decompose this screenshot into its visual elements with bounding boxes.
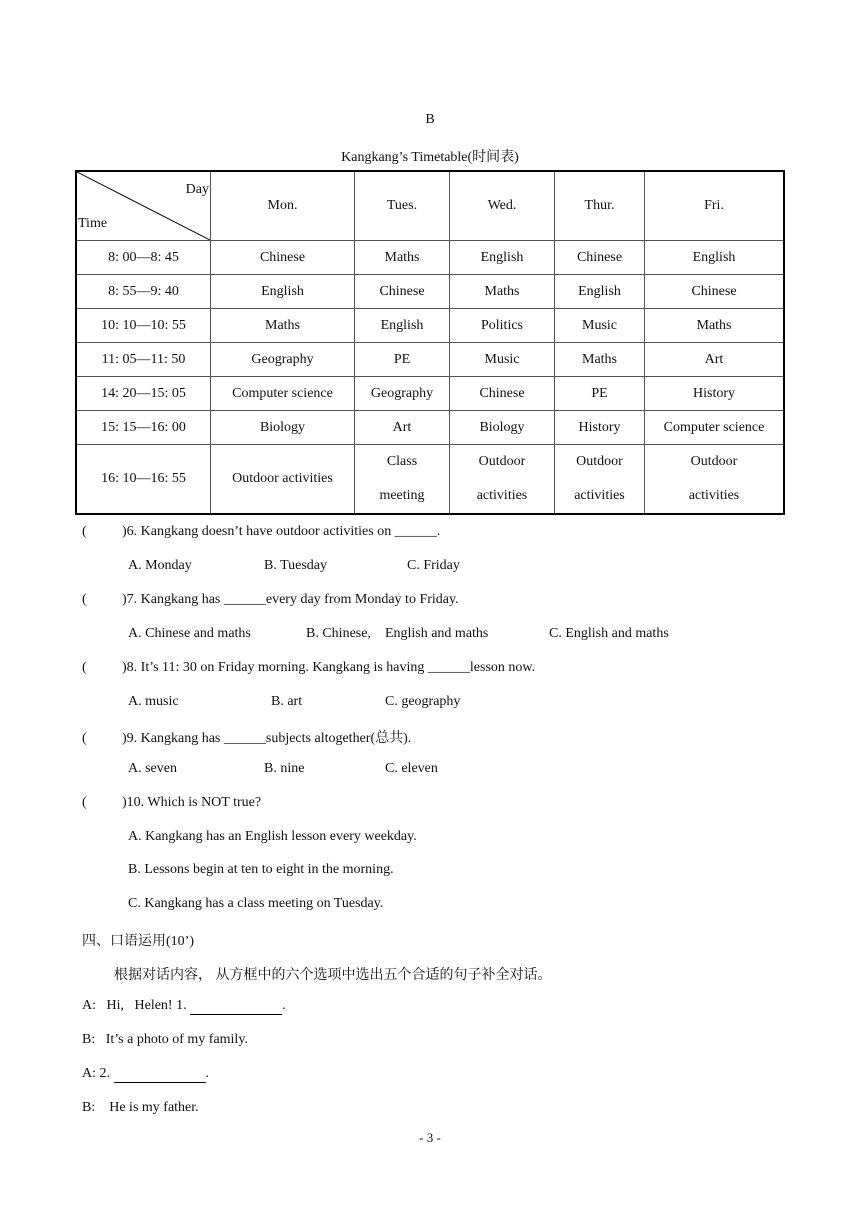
question-stem: 10. Which is NOT true? bbox=[126, 795, 262, 810]
subject-cell: Geography bbox=[211, 343, 355, 377]
table-row bbox=[76, 241, 784, 275]
corner-cell bbox=[76, 171, 211, 241]
header-fri: Fri. bbox=[645, 171, 785, 241]
table-row bbox=[76, 343, 784, 377]
time-cell: 8: 00—8: 45 bbox=[76, 241, 211, 275]
answer-paren[interactable] bbox=[82, 795, 122, 811]
subject-cell bbox=[645, 445, 785, 515]
cell-line: Class bbox=[386, 454, 418, 469]
subject-cell: PE bbox=[555, 377, 645, 411]
speaker-label: A: bbox=[82, 1066, 96, 1081]
question-stem: 8. It’s 11: 30 on Friday morning. Kangkang is having ______lesson now. bbox=[126, 660, 536, 675]
answer-paren[interactable] bbox=[82, 524, 122, 540]
option-c: C. geography bbox=[385, 694, 461, 709]
option-b: B. nine bbox=[264, 761, 305, 776]
subject-cell: Maths bbox=[355, 241, 450, 275]
subject-cell: Computer science bbox=[211, 377, 355, 411]
option-a: A. Kangkang has an English lesson every weekday. bbox=[128, 829, 417, 844]
speaker-label: A: bbox=[82, 998, 96, 1013]
table-title: Kangkang’s Timetable(时间表) bbox=[341, 150, 519, 165]
option-a: A. Chinese and maths bbox=[128, 626, 251, 641]
section-instruction: 根据对话内容， 从方框中的六个选项中选出五个合适的句子补全对话。 bbox=[114, 968, 552, 983]
section-heading: 四、口语运用(10’) bbox=[82, 934, 194, 949]
header-mon: Mon. bbox=[211, 171, 355, 241]
dialogue-text: Hi, Helen! 1. bbox=[106, 998, 191, 1013]
subject-cell: PE bbox=[355, 343, 450, 377]
subject-cell: Chinese bbox=[555, 241, 645, 275]
paren-open: ( bbox=[82, 660, 87, 675]
time-cell: 8: 55—9: 40 bbox=[76, 275, 211, 309]
speaker-label: B: bbox=[82, 1032, 96, 1047]
answer-blank[interactable] bbox=[190, 998, 282, 1015]
paren-close: ) bbox=[122, 524, 127, 539]
timetable bbox=[75, 170, 785, 515]
paren-open: ( bbox=[82, 524, 87, 539]
cell-line: Outdoor bbox=[690, 454, 738, 469]
option-c: C. English and maths bbox=[549, 626, 669, 641]
dialogue-line bbox=[82, 1100, 199, 1116]
speaker-label: B: bbox=[82, 1100, 96, 1115]
paren-close: ) bbox=[122, 731, 127, 746]
subject-cell: Politics bbox=[450, 309, 555, 343]
table-header-row bbox=[76, 171, 784, 241]
cell-line: meeting bbox=[379, 488, 425, 503]
cell-line: activities bbox=[476, 488, 528, 503]
time-cell: 15: 15—16: 00 bbox=[76, 411, 211, 445]
question-stem: 6. Kangkang doesn’t have outdoor activities on ______. bbox=[126, 524, 441, 539]
answer-paren[interactable] bbox=[82, 660, 122, 676]
subject-cell: History bbox=[645, 377, 785, 411]
table-row bbox=[76, 309, 784, 343]
subject-cell: Chinese bbox=[450, 377, 555, 411]
table-row bbox=[76, 445, 784, 515]
subject-cell: English bbox=[555, 275, 645, 309]
corner-day-label: Day bbox=[185, 182, 209, 197]
option-a: A. seven bbox=[128, 761, 177, 776]
answer-paren[interactable] bbox=[82, 592, 122, 608]
subject-cell: Art bbox=[355, 411, 450, 445]
paren-close: ) bbox=[122, 660, 127, 675]
table-row bbox=[76, 377, 784, 411]
cell-line: activities bbox=[688, 488, 740, 503]
header-thu: Thur. bbox=[555, 171, 645, 241]
dialogue-line bbox=[82, 1032, 248, 1048]
option-b: B. Chinese, English and maths bbox=[306, 626, 489, 641]
subject-cell: History bbox=[555, 411, 645, 445]
subject-cell: Geography bbox=[355, 377, 450, 411]
corner-time-label: Time bbox=[78, 216, 108, 231]
section-letter: B bbox=[425, 112, 435, 127]
blank-end: . bbox=[282, 998, 286, 1013]
subject-cell: Chinese bbox=[355, 275, 450, 309]
subject-cell: English bbox=[645, 241, 785, 275]
time-cell: 10: 10—10: 55 bbox=[76, 309, 211, 343]
subject-cell: English bbox=[450, 241, 555, 275]
cell-line: Outdoor bbox=[576, 454, 623, 469]
subject-cell: Maths bbox=[555, 343, 645, 377]
option-b: B. Lessons begin at ten to eight in the morning. bbox=[128, 862, 394, 877]
paren-open: ( bbox=[82, 795, 87, 810]
table-row bbox=[76, 411, 784, 445]
dialogue-line bbox=[82, 998, 286, 1015]
blank-end: . bbox=[205, 1066, 209, 1081]
subject-cell: Maths bbox=[211, 309, 355, 343]
option-c: C. eleven bbox=[385, 761, 438, 776]
dialogue-text: 2. bbox=[99, 1066, 114, 1081]
subject-cell: Maths bbox=[450, 275, 555, 309]
option-a: A. Monday bbox=[128, 558, 192, 573]
subject-cell: Biology bbox=[211, 411, 355, 445]
subject-cell: Art bbox=[645, 343, 785, 377]
subject-cell bbox=[555, 445, 645, 515]
subject-cell: Music bbox=[450, 343, 555, 377]
question-7 bbox=[82, 592, 459, 608]
header-wed: Wed. bbox=[450, 171, 555, 241]
option-b: B. Tuesday bbox=[264, 558, 328, 573]
option-a: A. music bbox=[128, 694, 179, 709]
time-cell: 11: 05—11: 50 bbox=[76, 343, 211, 377]
cell-line: activities bbox=[574, 488, 625, 503]
paren-open: ( bbox=[82, 592, 87, 607]
subject-cell: Maths bbox=[645, 309, 785, 343]
time-cell: 16: 10—16: 55 bbox=[76, 445, 211, 515]
subject-cell bbox=[450, 445, 555, 515]
question-stem: 7. Kangkang has ______every day from Monday to Friday. bbox=[126, 592, 459, 607]
table-row bbox=[76, 275, 784, 309]
subject-cell: Chinese bbox=[645, 275, 785, 309]
question-6 bbox=[82, 524, 440, 540]
option-c: C. Friday bbox=[407, 558, 460, 573]
subject-cell: Music bbox=[555, 309, 645, 343]
subject-cell: Outdoor activities bbox=[211, 445, 355, 515]
question-8 bbox=[82, 660, 535, 676]
question-stem: 9. Kangkang has ______subjects altogether(总共). bbox=[126, 731, 412, 746]
header-tue: Tues. bbox=[355, 171, 450, 241]
dialogue-text: It’s a photo of my family. bbox=[105, 1032, 248, 1047]
subject-cell: Biology bbox=[450, 411, 555, 445]
dialogue-line bbox=[82, 1066, 209, 1083]
page-number: - 3 - bbox=[419, 1130, 441, 1145]
option-c: C. Kangkang has a class meeting on Tuesday. bbox=[128, 896, 384, 911]
answer-paren[interactable] bbox=[82, 731, 122, 747]
paren-close: ) bbox=[122, 795, 127, 810]
subject-cell: Chinese bbox=[211, 241, 355, 275]
option-b: B. art bbox=[271, 694, 303, 709]
subject-cell bbox=[355, 445, 450, 515]
paren-close: ) bbox=[122, 592, 127, 607]
answer-blank[interactable] bbox=[114, 1066, 206, 1083]
question-10 bbox=[82, 795, 261, 811]
subject-cell: English bbox=[355, 309, 450, 343]
paren-open: ( bbox=[82, 731, 87, 746]
time-cell: 14: 20—15: 05 bbox=[76, 377, 211, 411]
question-9 bbox=[82, 727, 411, 747]
subject-cell: Computer science bbox=[645, 411, 785, 445]
cell-line: Outdoor bbox=[478, 454, 526, 469]
dialogue-text: He is my father. bbox=[109, 1100, 199, 1115]
subject-cell: English bbox=[211, 275, 355, 309]
